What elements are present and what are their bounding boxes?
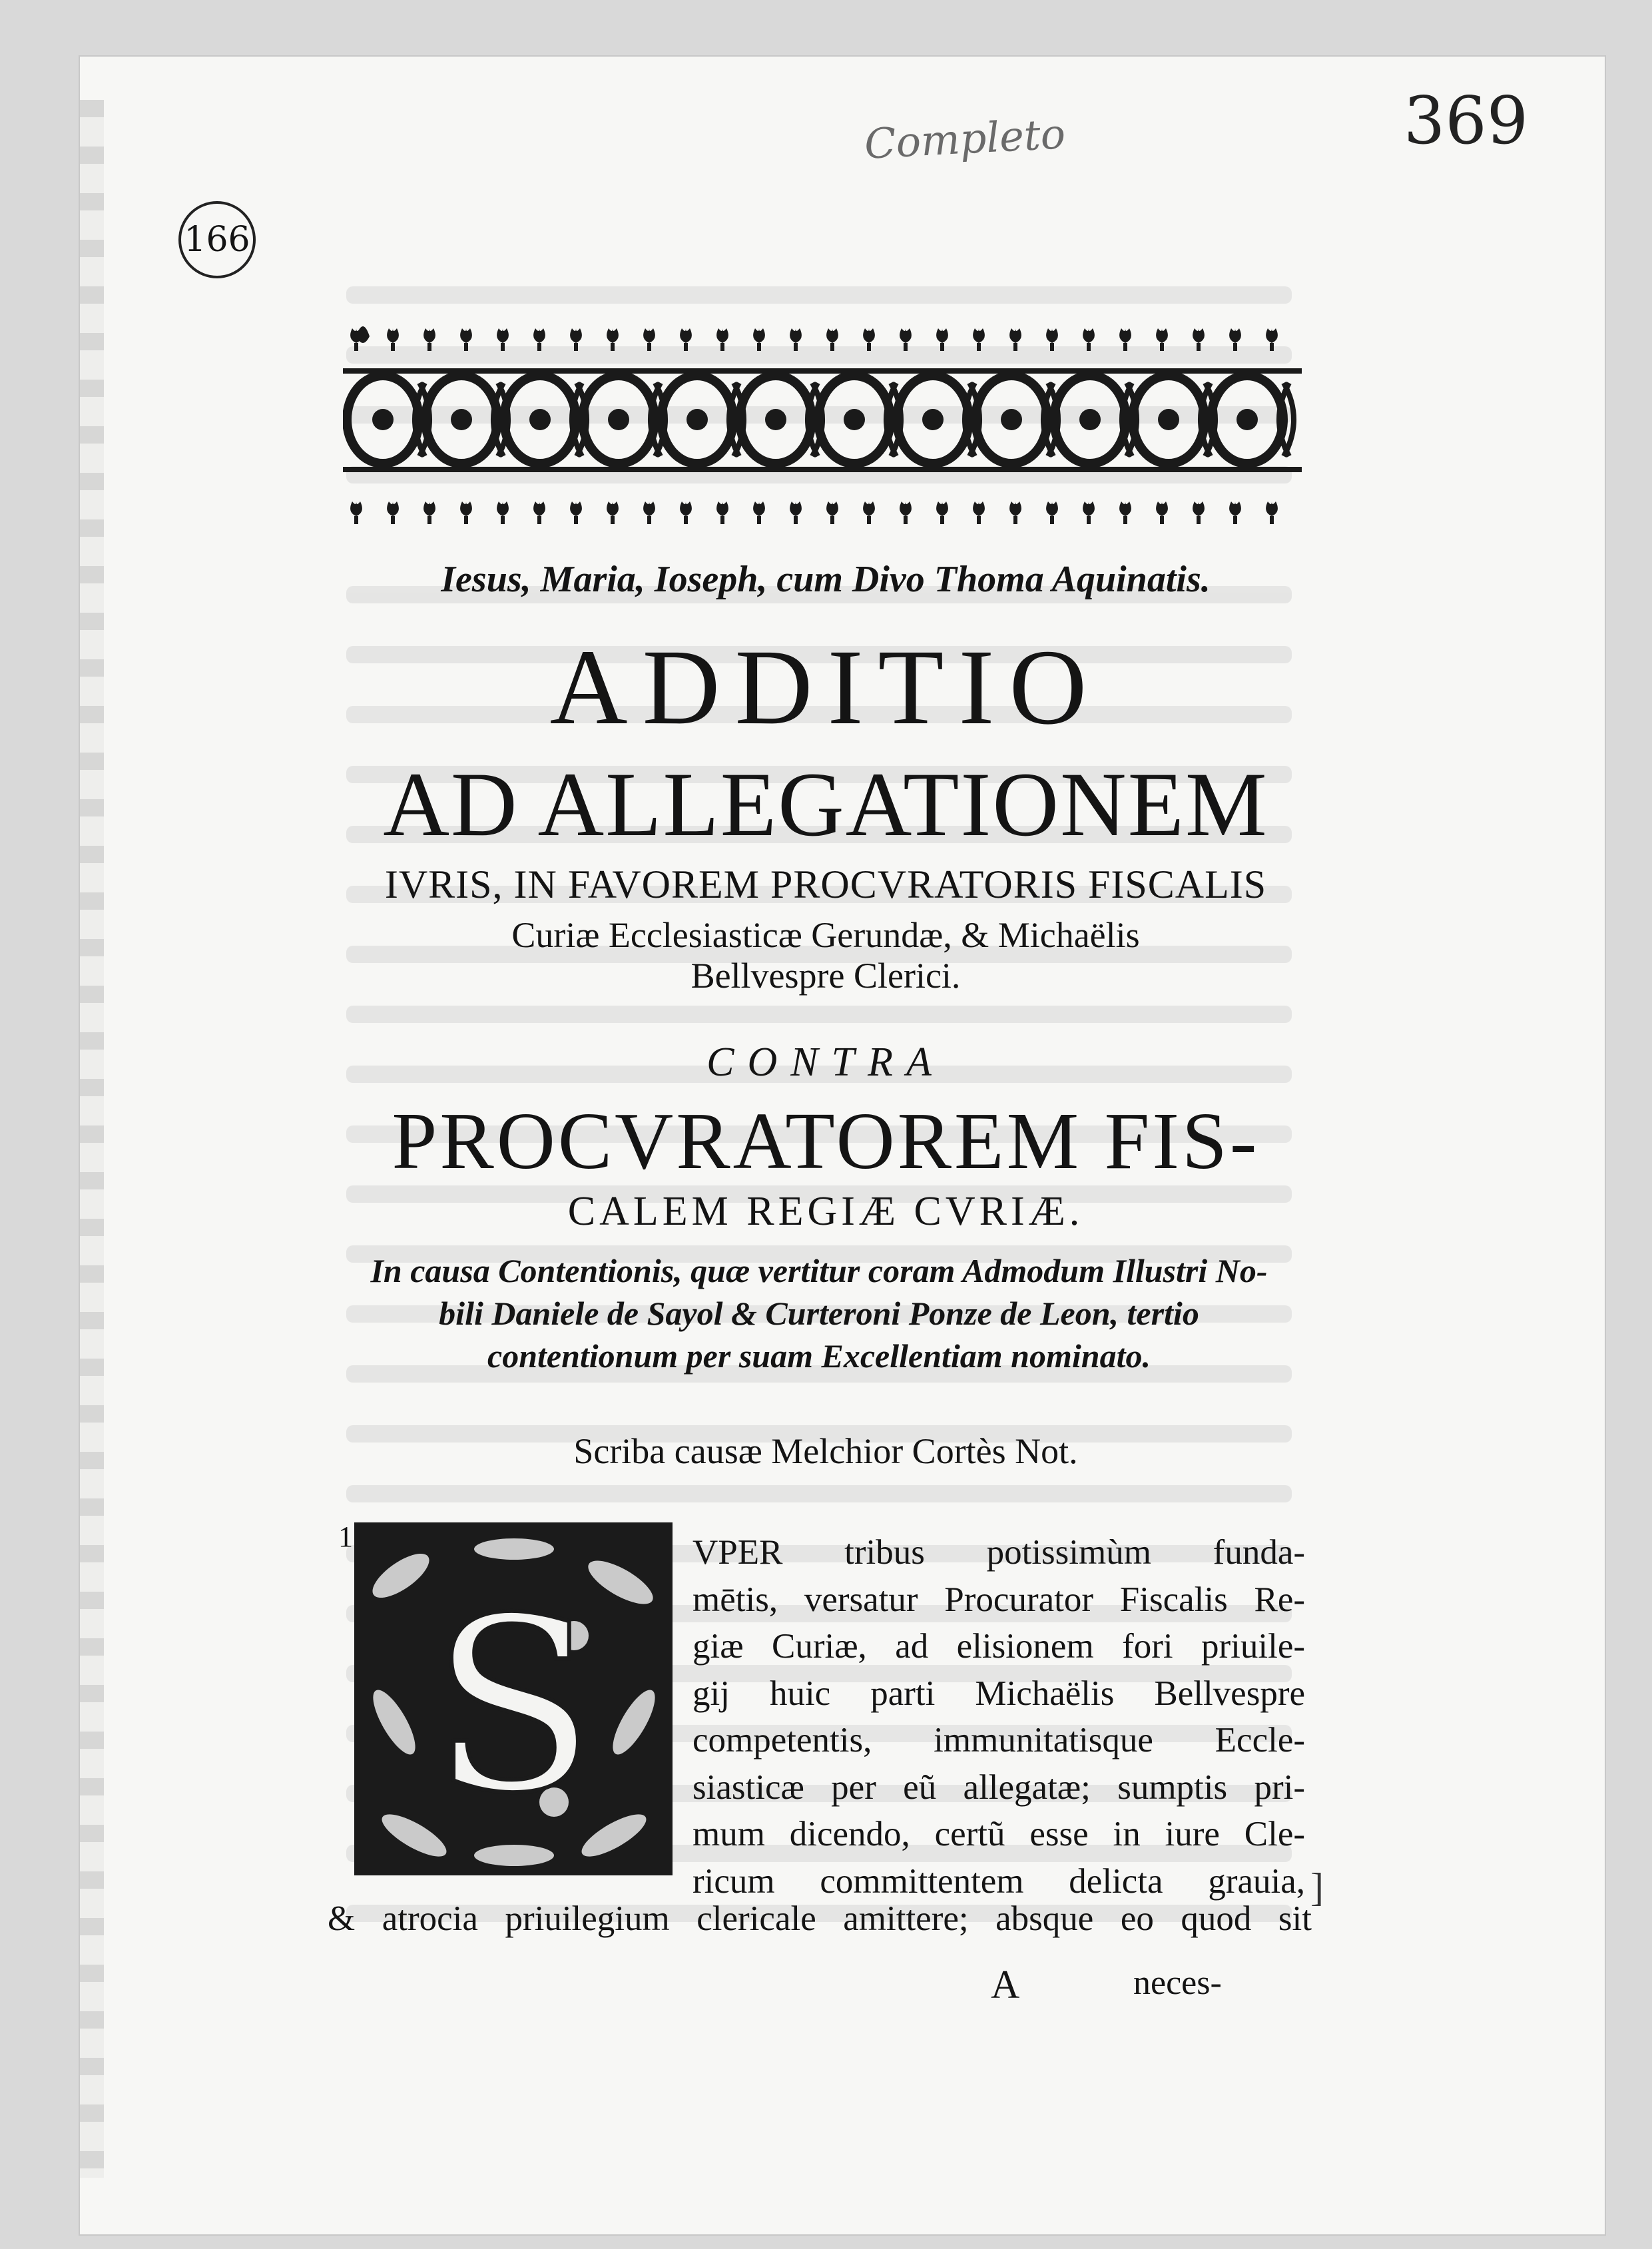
invocation: Iesus, Maria, Ioseph, cum Divo Thoma Aquinatis.	[441, 559, 1211, 600]
body-paragraph-continued	[328, 1895, 1312, 1943]
body-line: & atrocia priuilegium clericale amittere; absque eo quod sit	[328, 1899, 1312, 1938]
title-line-6: PROCVRATOREM FIS-	[392, 1096, 1260, 1186]
body-line: mum dicendo, certũ esse in iure Cle-	[692, 1815, 1305, 1853]
body-paragraph	[692, 1529, 1305, 1905]
title-line-3: IVRIS, IN FAVOREM PROCVRATORIS FISCALIS	[384, 862, 1267, 906]
title-line-4: Curiæ Ecclesiasticæ Gerundæ, & Michaëlis	[511, 915, 1140, 955]
decorated-initial	[354, 1522, 673, 1875]
scribe-line: Scriba causæ Melchior Cortès Not.	[573, 1431, 1078, 1471]
contra-heading: CONTRA	[706, 1040, 945, 1085]
causa-line: bili Daniele de Sayol & Curteroni Ponze de Leon, tertio	[439, 1295, 1199, 1332]
title-line-7: CALEM REGIÆ CVRIÆ.	[567, 1189, 1084, 1234]
body-line: ricum committentem delicta grauia,	[692, 1861, 1305, 1901]
body-line: siasticæ per eũ allegatæ; sumptis pri-	[692, 1767, 1305, 1807]
svg-text:S: S	[431, 1566, 596, 1845]
causa-line: contentionum per suam Excellentiam nominato.	[487, 1337, 1151, 1375]
folio-number: 369	[1404, 83, 1529, 159]
paragraph-number: 1	[338, 1520, 353, 1553]
ornament-band	[343, 310, 1302, 529]
body-line: giæ Curiæ, ad elisionem fori priuile-	[692, 1627, 1305, 1666]
title-line-1: ADDITIO	[549, 628, 1102, 747]
signature-mark: A	[991, 1963, 1020, 2007]
body-line: competentis, immunitatisque Eccle-	[692, 1721, 1305, 1760]
title-line-5: Bellvespre Clerici.	[690, 956, 961, 996]
body-line: mētis, versatur Procurator Fiscalis Re-	[692, 1580, 1305, 1619]
title-line-2: AD ALLEGATIONEM	[383, 753, 1268, 855]
circled-number: 166	[178, 201, 256, 278]
causa-line: In causa Contentionis, quæ vertitur coram Admodum Illustri No-	[370, 1252, 1268, 1289]
body-line: VPER tribus potissimùm funda-	[692, 1533, 1305, 1572]
body-line: gij huic parti Michaëlis Bellvespre	[692, 1674, 1305, 1713]
margin-bracket: ]	[1310, 1865, 1324, 1909]
causa-statement	[326, 1249, 1312, 1377]
catchword: neces-	[1133, 1964, 1222, 2002]
handwritten-note: Completo	[863, 109, 1067, 168]
